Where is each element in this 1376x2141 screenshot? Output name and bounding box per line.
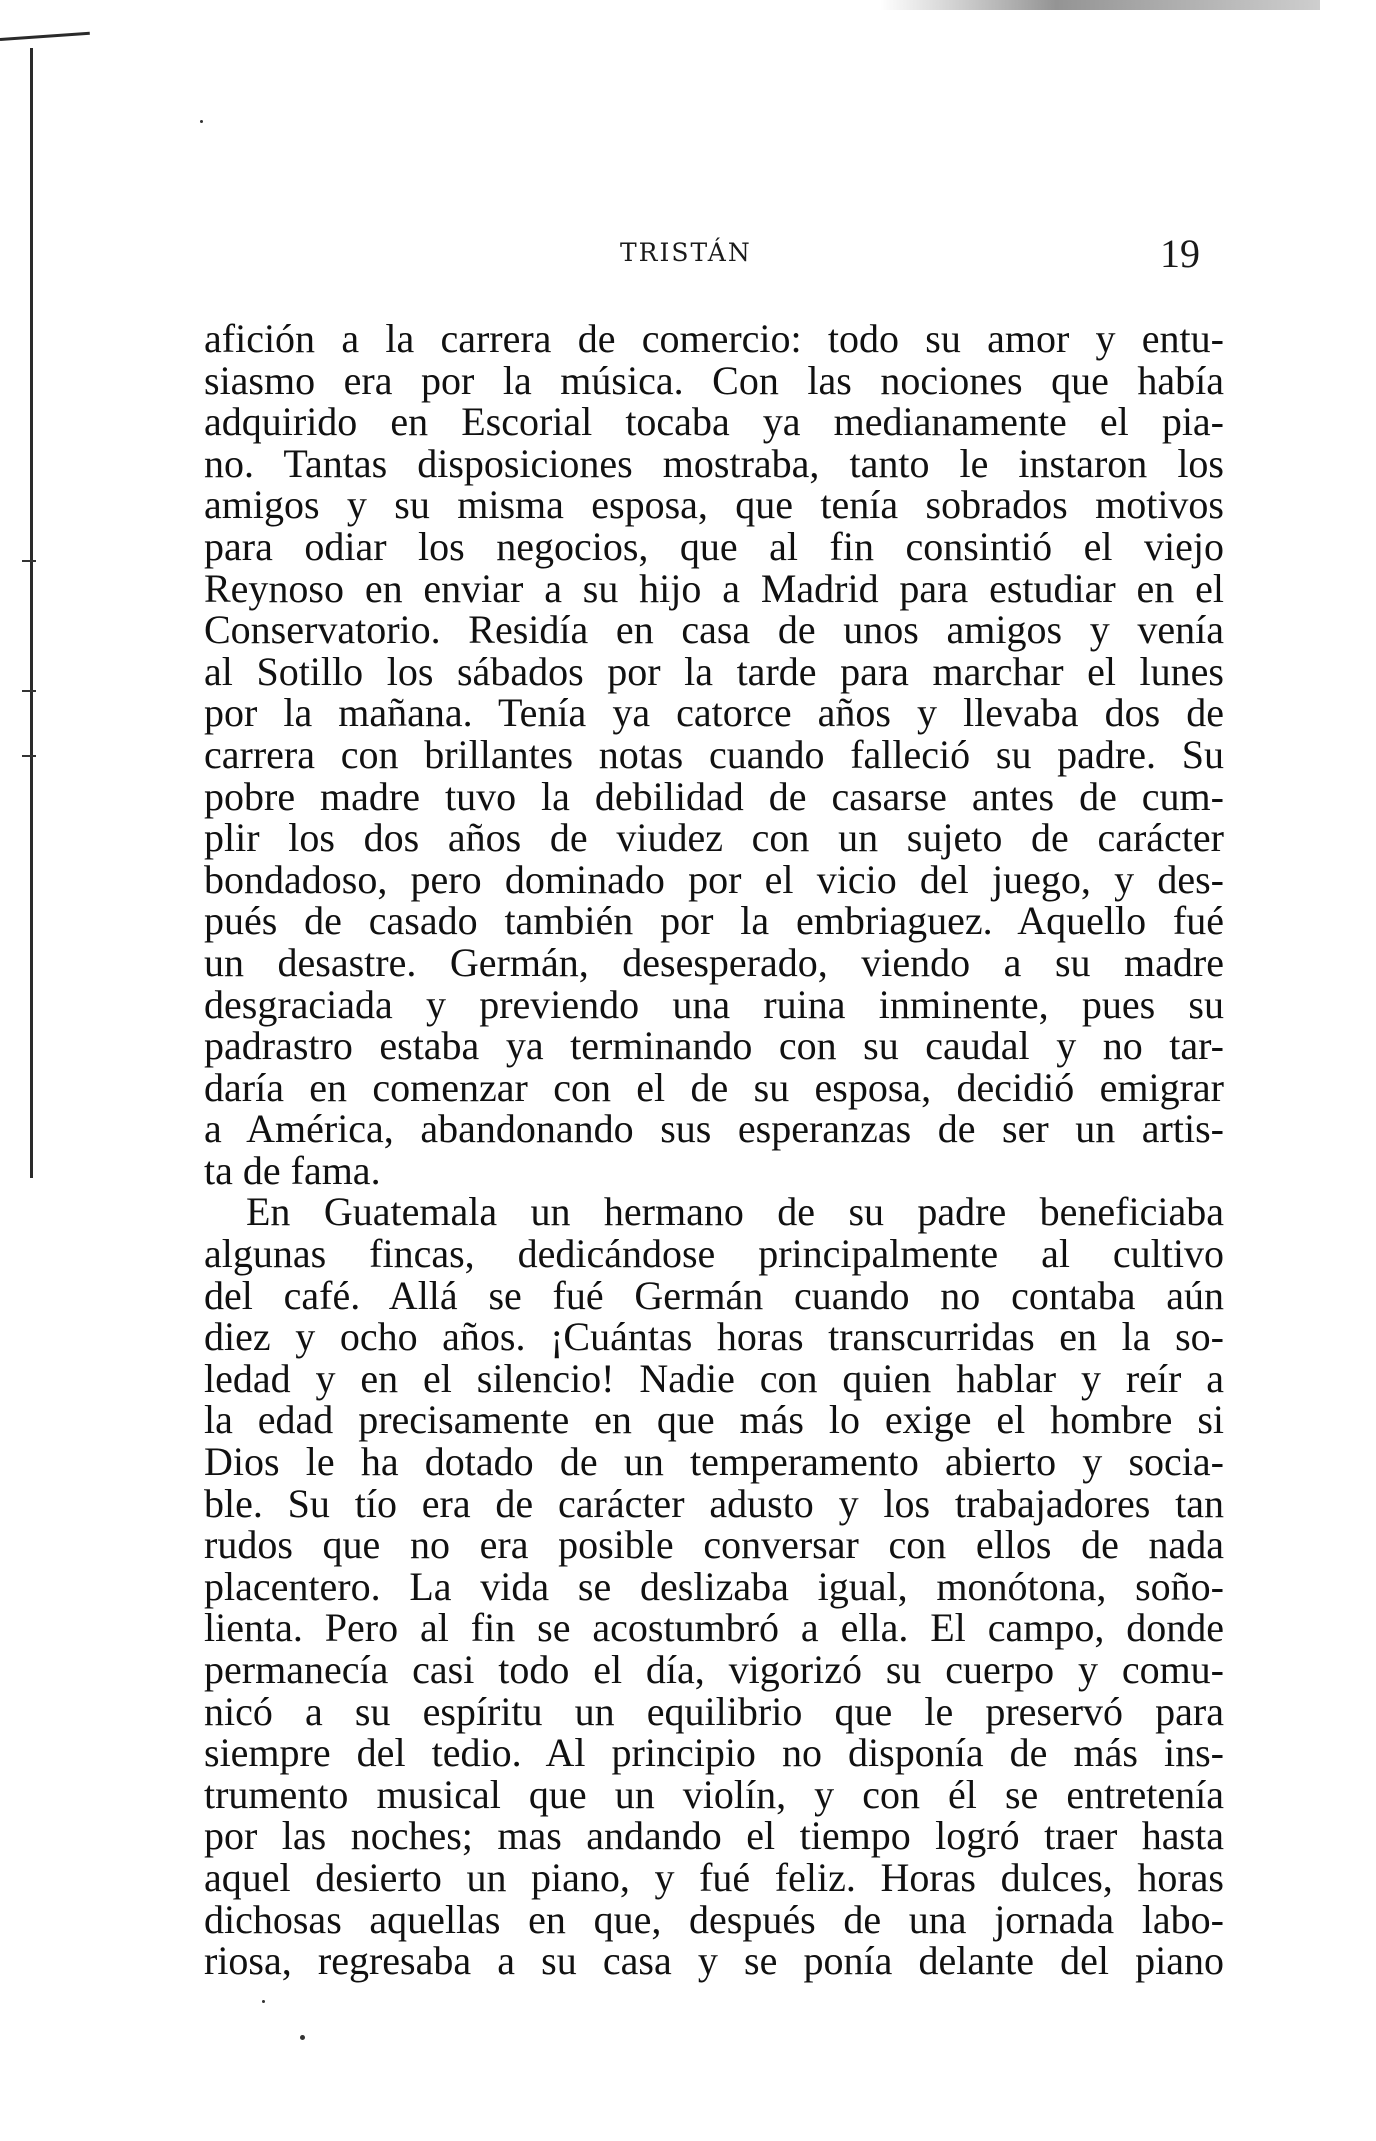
binding-edge xyxy=(30,48,33,1178)
margin-mark xyxy=(22,755,36,757)
text-line: desgraciada y previendo una ruina inminente, pues su xyxy=(204,981,1224,1027)
print-speck xyxy=(300,2035,305,2040)
text-line: a América, abandonando sus esperanzas de ser un artis- xyxy=(204,1106,1224,1152)
text-line: pués de casado también por la embriaguez. Aquello fué xyxy=(204,898,1224,944)
print-speck xyxy=(262,2000,265,2003)
text-line: un desastre. Germán, desesperado, viendo a su madre xyxy=(204,939,1224,985)
text-line: diez y ocho años. ¡Cuántas horas transcurridas en la so- xyxy=(204,1314,1224,1360)
margin-mark xyxy=(22,560,36,562)
text-line: adquirido en Escorial tocaba ya medianamente el pia- xyxy=(204,399,1224,445)
text-line: padrastro estaba ya terminando con su caudal y no tar- xyxy=(204,1023,1224,1069)
text-line: del café. Allá se fué Germán cuando no contaba aún xyxy=(204,1272,1224,1318)
text-line: plir los dos años de viudez con un sujeto de carácter xyxy=(204,815,1224,861)
text-line: carrera con brillantes notas cuando falleció su padre. Su xyxy=(204,731,1224,777)
text-line: por las noches; mas andando el tiempo logró traer hasta xyxy=(204,1813,1224,1859)
text-line: siasmo era por la música. Con las nociones que había xyxy=(204,357,1224,403)
text-line: permanecía casi todo el día, vigorizó su cuerpo y comu- xyxy=(204,1647,1224,1692)
body-text xyxy=(204,318,1224,1982)
text-line: ble. Su tío era de carácter adusto y los trabajadores tan xyxy=(204,1480,1224,1526)
text-line: para odiar los negocios, que al fin consintió el viejo xyxy=(204,523,1224,569)
text-line: algunas fincas, dedicándose principalmente al cultivo xyxy=(204,1231,1224,1277)
text-line: En Guatemala un hermano de su padre beneficiaba xyxy=(246,1189,1224,1235)
text-line: siempre del tedio. Al principio no disponía de más ins- xyxy=(204,1730,1224,1776)
text-line: trumento musical que un violín, y con él se entretenía xyxy=(204,1771,1224,1817)
text-line: aquel desierto un piano, y fué feliz. Horas dulces, horas xyxy=(204,1854,1224,1900)
text-line: rudos que no era posible conversar con ellos de nada xyxy=(204,1522,1224,1568)
scan-smudge xyxy=(880,0,1320,10)
text-line: Reynoso en enviar a su hijo a Madrid para estudiar en el xyxy=(204,565,1224,611)
margin-mark xyxy=(22,690,36,692)
text-line: Conservatorio. Residía en casa de unos amigos y venía xyxy=(204,607,1224,653)
text-line: al Sotillo los sábados por la tarde para marchar el lunes xyxy=(204,648,1224,694)
text-line: lienta. Pero al fin se acostumbró a ella. El campo, donde xyxy=(204,1605,1224,1651)
text-line: placentero. La vida se deslizaba igual, monótona, soño- xyxy=(204,1563,1224,1609)
running-title: TRISTÁN xyxy=(620,238,752,267)
print-speck xyxy=(200,120,203,123)
text-line: por la mañana. Tenía ya catorce años y llevaba dos de xyxy=(204,690,1224,736)
text-line: bondadoso, pero dominado por el vicio del juego, y des- xyxy=(204,856,1224,902)
text-line: ta de fama. xyxy=(204,1147,381,1193)
text-line: riosa, regresaba a su casa y se ponía delante del piano xyxy=(204,1938,1224,1984)
page-number: 19 xyxy=(1160,231,1200,276)
text-line: amigos y su misma esposa, que tenía sobrados motivos xyxy=(204,482,1224,528)
text-line: pobre madre tuvo la debilidad de casarse antes de cum- xyxy=(204,773,1224,819)
text-line: dichosas aquellas en que, después de una jornada labo- xyxy=(204,1896,1224,1942)
text-line: Dios le ha dotado de un temperamento abierto y socia- xyxy=(204,1439,1224,1485)
text-line: no. Tantas disposiciones mostraba, tanto le instaron los xyxy=(204,440,1224,486)
text-line: la edad precisamente en que más lo exige el hombre si xyxy=(204,1397,1224,1443)
text-line: ledad y en el silencio! Nadie con quien hablar y reír a xyxy=(204,1355,1224,1401)
corner-mark xyxy=(0,32,90,41)
text-line: afición a la carrera de comercio: todo su amor y entu- xyxy=(204,316,1224,361)
text-line: daría en comenzar con el de su esposa, decidió emigrar xyxy=(204,1064,1224,1110)
text-line: nicó a su espíritu un equilibrio que le preservó para xyxy=(204,1688,1224,1734)
